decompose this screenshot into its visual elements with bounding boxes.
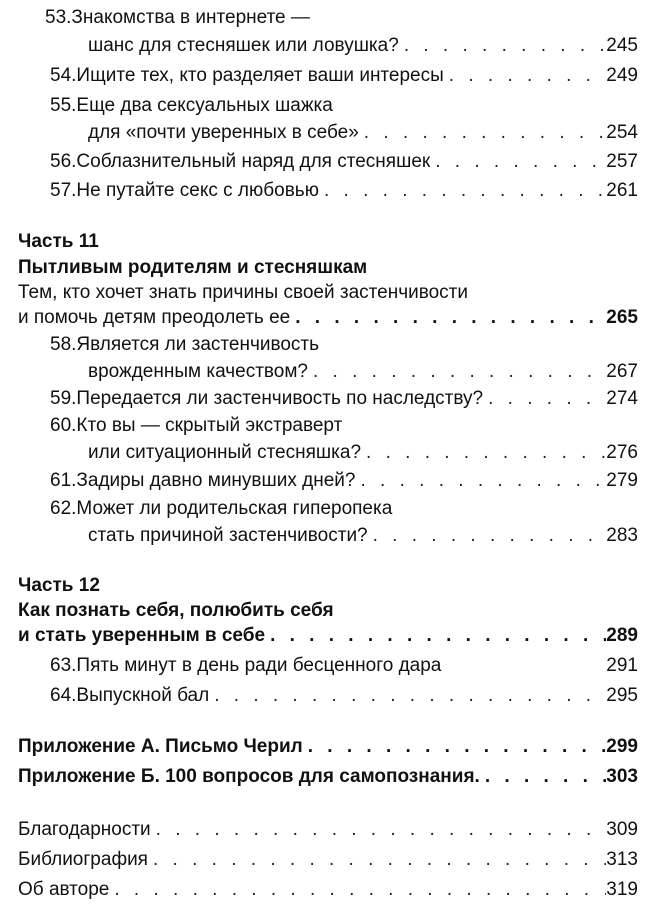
entry-title: стать причиной застенчивости? xyxy=(88,525,368,546)
toc-part-11[interactable] xyxy=(18,304,638,332)
dot-leader xyxy=(290,304,606,332)
entry-title: врожденным качеством? xyxy=(88,361,308,382)
toc-entry-53-line1 xyxy=(45,4,310,32)
dot-leader xyxy=(151,816,607,844)
entry-number: 54. xyxy=(50,65,77,86)
part-11-title: Пытливым родителям и стесняшкам xyxy=(18,257,368,278)
back-matter-title: Библиография xyxy=(18,849,148,870)
toc-about-author[interactable] xyxy=(18,876,638,904)
toc-entry-55-line1 xyxy=(50,92,333,120)
page-number: 261 xyxy=(606,180,638,201)
dot-leader xyxy=(480,763,606,791)
entry-title: Задиры давно минувших дней? xyxy=(76,470,356,491)
entry-title: Знакомства в интернете — xyxy=(71,7,310,28)
page-number: 276 xyxy=(606,442,638,463)
appendix-title: Приложение Б. 100 вопросов для самопознания. xyxy=(18,766,480,787)
entry-number: 64. xyxy=(50,685,77,706)
dot-leader xyxy=(399,32,606,60)
toc-entry-55[interactable] xyxy=(88,119,638,147)
toc-acknowledgements[interactable] xyxy=(18,816,638,844)
dot-leader xyxy=(361,439,606,467)
toc-entry-61[interactable] xyxy=(50,467,638,495)
page-number: 249 xyxy=(606,65,638,86)
dot-leader xyxy=(109,876,606,904)
entry-title: Является ли застенчивость xyxy=(76,334,320,355)
dot-leader xyxy=(148,846,606,874)
toc-entry-56[interactable] xyxy=(50,148,638,176)
page-number: 291 xyxy=(606,655,638,676)
dot-leader xyxy=(430,148,606,176)
entry-number: 63. xyxy=(50,655,77,676)
toc-entry-62[interactable] xyxy=(88,522,638,550)
page-number: 309 xyxy=(606,819,638,840)
page-number: 303 xyxy=(606,766,638,787)
toc-entry-64[interactable] xyxy=(50,682,638,710)
page-number: 283 xyxy=(606,525,638,546)
entry-title: Может ли родительская гиперопека xyxy=(76,498,393,519)
entry-title: Пять минут в день ради бесценного дара xyxy=(76,655,442,676)
entry-number: 53. xyxy=(45,7,72,28)
appendix-title: Приложение А. Письмо Черил xyxy=(18,736,303,757)
entry-number: 57. xyxy=(50,180,77,201)
entry-number: 58. xyxy=(50,334,77,355)
toc-entry-58-line1 xyxy=(50,331,319,359)
page-number: 279 xyxy=(606,470,638,491)
entry-number: 62. xyxy=(50,498,77,519)
dot-leader xyxy=(444,62,607,90)
entry-number: 61. xyxy=(50,470,77,491)
toc-appendix-b[interactable] xyxy=(18,763,638,791)
page-number: 319 xyxy=(606,879,638,900)
entry-title: Кто вы — скрытый экстраверт xyxy=(76,415,343,436)
page-number: 245 xyxy=(606,35,638,56)
entry-number: 56. xyxy=(50,151,77,172)
toc-entry-62-line1 xyxy=(50,495,392,523)
page-number: 267 xyxy=(606,361,638,382)
dot-leader xyxy=(319,177,606,205)
entry-title: Не путайте секс с любовью xyxy=(76,180,319,201)
page-number: 254 xyxy=(606,122,638,143)
dot-leader xyxy=(483,385,606,413)
toc-entry-57[interactable] xyxy=(50,177,638,205)
entry-title: или ситуационный стесняшка? xyxy=(88,442,362,463)
toc-appendix-a[interactable] xyxy=(18,733,638,761)
back-matter-title: Об авторе xyxy=(18,879,110,900)
toc-bibliography[interactable] xyxy=(18,846,638,874)
dot-leader xyxy=(368,522,607,550)
toc-entry-60[interactable] xyxy=(88,439,638,467)
dot-leader xyxy=(303,733,607,761)
page-number: 289 xyxy=(606,625,638,646)
entry-title: Соблазнительный наряд для стесняшек xyxy=(76,151,431,172)
dot-leader xyxy=(209,682,606,710)
toc-entry-53[interactable] xyxy=(88,32,638,60)
entry-title: Передается ли застенчивость по наследству? xyxy=(76,388,484,409)
part-12-title-line2: и стать уверенным в себе xyxy=(18,625,266,646)
part-12-label: Часть 12 xyxy=(18,575,100,596)
toc-part-12[interactable] xyxy=(18,622,638,650)
back-matter-title: Благодарности xyxy=(18,819,151,840)
entry-title: для «почти уверенных в себе» xyxy=(88,122,359,143)
entry-title: Выпускной бал xyxy=(76,685,210,706)
dot-leader xyxy=(359,119,607,147)
entry-title: Ищите тех, кто разделяет ваши интересы xyxy=(76,65,444,86)
toc-entry-54[interactable] xyxy=(50,62,638,90)
entry-number: 60. xyxy=(50,415,77,436)
page-number: 265 xyxy=(606,307,638,328)
page-number: 313 xyxy=(606,849,638,870)
entry-number: 55. xyxy=(50,95,77,116)
page-number: 295 xyxy=(606,685,638,706)
page-number: 257 xyxy=(606,151,638,172)
page-number: 299 xyxy=(606,736,638,757)
entry-title: шанс для стесняшек или ловушка? xyxy=(88,35,399,56)
toc-entry-60-line1 xyxy=(50,412,342,440)
toc-entry-63[interactable] xyxy=(50,652,638,680)
dot-leader xyxy=(308,358,606,386)
part-12-title-line1: Как познать себя, полюбить себя xyxy=(18,600,334,621)
entry-title: Еще два сексуальных шажка xyxy=(76,95,333,116)
entry-number: 59. xyxy=(50,388,77,409)
part-11-subtitle-line1: Тем, кто хочет знать причины своей застенчивости xyxy=(18,282,468,303)
dot-leader xyxy=(355,467,606,495)
part-11-subtitle-line2: и помочь детям преодолеть ее xyxy=(18,307,291,328)
part-11-label: Часть 11 xyxy=(18,231,99,252)
dot-leader xyxy=(265,622,606,650)
toc-entry-59[interactable] xyxy=(50,385,638,413)
page-number: 274 xyxy=(606,388,638,409)
toc-entry-58[interactable] xyxy=(88,358,638,386)
